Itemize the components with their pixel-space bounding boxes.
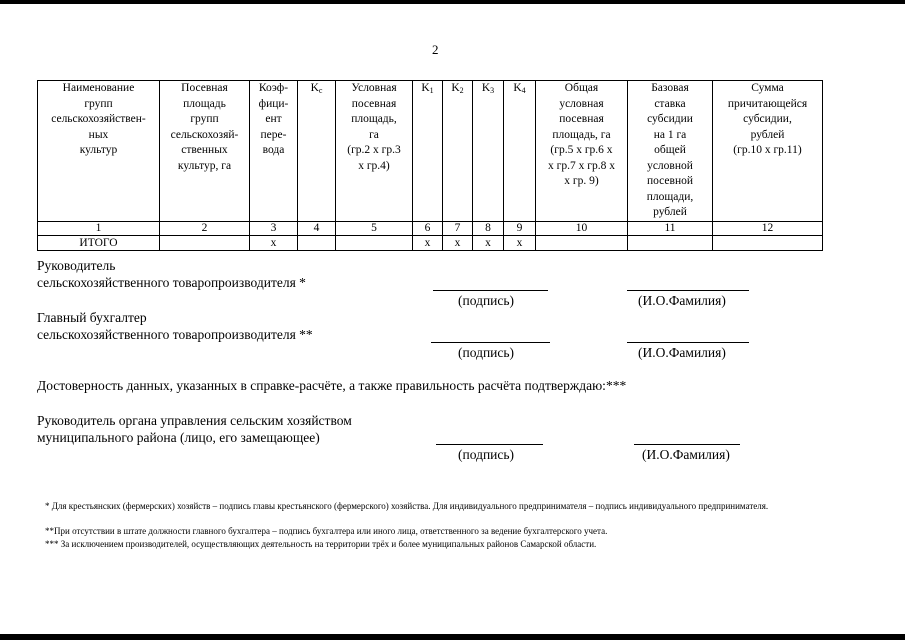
column-number: 8 [473,221,504,235]
column-number: 5 [336,221,413,235]
total-cell [336,235,413,250]
total-cell [713,235,823,250]
footnote-3: *** За исключением производителей, осуществляющих деятельность на территории трёх и более муниципальных районов Самарской области. [45,539,597,549]
total-row [38,235,823,250]
header-cell: $K_3$ [473,81,504,222]
column-number: 6 [413,221,443,235]
total-cell: х [443,235,473,250]
column-number: 4 [298,221,336,235]
column-number: 2 [160,221,250,235]
accountant-name-caption: (И.О.Фамилия) [638,345,726,360]
column-number: 9 [504,221,536,235]
total-cell: х [504,235,536,250]
column-number: 7 [443,221,473,235]
column-number: 10 [536,221,628,235]
accountant-label: Главный бухгалтер [37,310,147,325]
header-cell: $K_c$ [298,81,336,222]
page-number: 2 [432,42,439,57]
column-number-row [38,221,823,235]
authority-name-line [634,444,740,445]
head-signature-caption: (подпись) [458,293,515,308]
head-label-org: сельскохозяйственного товаропроизводителя * [37,275,306,290]
accountant-signature-caption: (подпись) [458,345,515,360]
head-name-caption: (И.О.Фамилия) [638,293,726,308]
header-row [38,81,823,222]
header-cell: Наименование групп сельскохозяйствен- ных культур [38,81,160,222]
total-cell [298,235,336,250]
top-border [0,0,905,4]
head-signature-line [433,290,548,291]
head-name-line [627,290,749,291]
accountant-label-org: сельскохозяйственного товаропроизводителя ** [37,327,313,342]
authority-name-caption: (И.О.Фамилия) [642,447,730,462]
head-label: Руководитель [37,258,116,273]
header-cell: Условная посевная площадь, га (гр.2 х гр.3 х гр.4) [336,81,413,222]
authority-label: Руководитель органа управления сельским хозяйством [37,413,352,428]
footnote-1: * Для крестьянских (фермерских) хозяйств – подпись главы крестьянского (фермерского) хозяйства. Для индивидуального предпринимателя – подпись индивидуального предпринимателя. [45,501,769,511]
header-cell: Общая условная посевная площадь, га (гр.5 х гр.6 х х гр.7 х гр.8 х х гр. 9) [536,81,628,222]
bottom-border [0,634,905,640]
authority-signature-line [436,444,543,445]
header-cell: $K_4$ [504,81,536,222]
accountant-signature-line [431,342,550,343]
total-cell: х [473,235,504,250]
authority-signature-caption: (подпись) [458,447,515,462]
total-cell: х [250,235,298,250]
header-cell: $K_1$ [413,81,443,222]
header-cell: Базовая ставка субсидии на 1 га общей условной посевной площади, рублей [628,81,713,222]
total-cell [628,235,713,250]
confirmation-text: Достоверность данных, указанных в справке-расчёте, а также правильность расчёта подтверждаю:*** [37,378,627,393]
subsidy-table [37,80,823,251]
accountant-name-line [627,342,749,343]
authority-label-district: муниципального района (лицо, его замещающее) [37,430,320,445]
total-cell: ИТОГО [38,235,160,250]
total-cell [536,235,628,250]
total-cell: х [413,235,443,250]
header-cell: Сумма причитающейся субсидии, рублей (гр.10 х гр.11) [713,81,823,222]
column-number: 12 [713,221,823,235]
total-cell [160,235,250,250]
footnote-2: **При отсутствии в штате должности главного бухгалтера – подпись бухгалтера или иного лица, ответственного за ведение бухгалтерского учета. [45,526,608,536]
column-number: 11 [628,221,713,235]
header-cell: Коэф- фици- ент пере- вода [250,81,298,222]
column-number: 1 [38,221,160,235]
header-cell: Посевная площадь групп сельскохозяй- ственных культур, га [160,81,250,222]
header-cell: $K_2$ [443,81,473,222]
column-number: 3 [250,221,298,235]
